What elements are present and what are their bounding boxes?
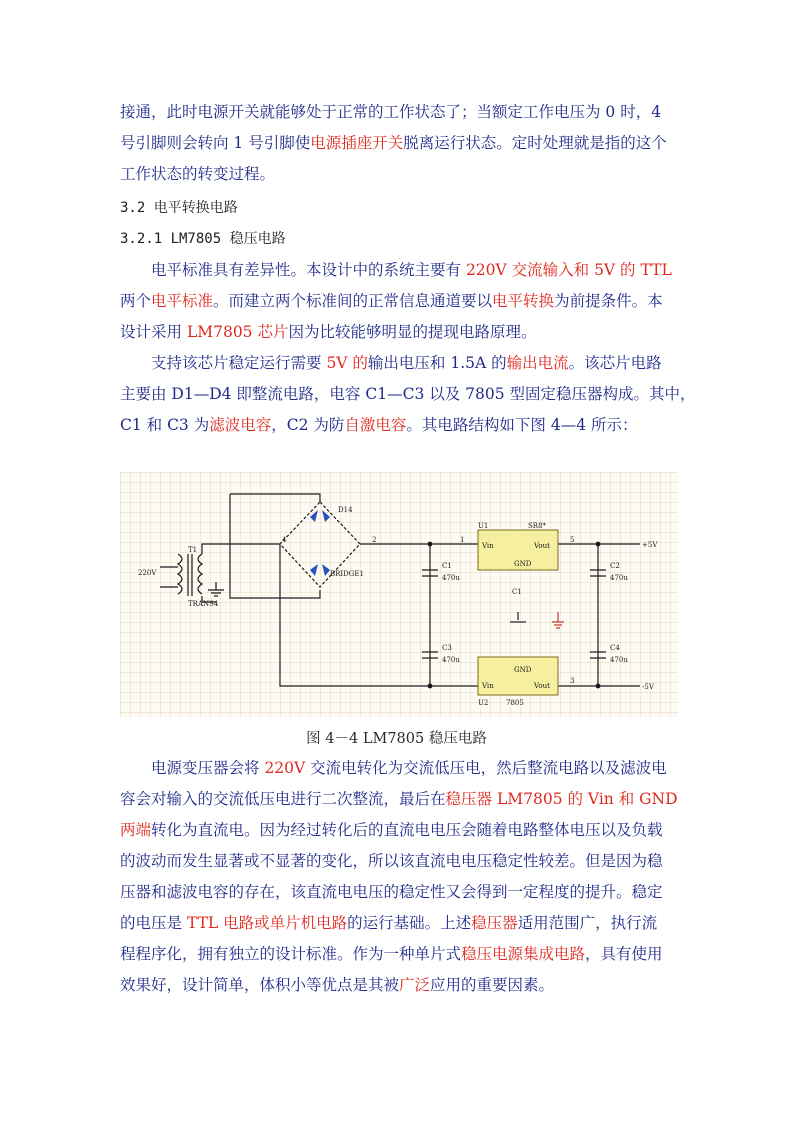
- label-c2-value: 470u: [610, 574, 628, 582]
- text-span: ，具有使用: [585, 945, 663, 963]
- link-self-excitation-capacitor[interactable]: 自激电容: [344, 416, 407, 434]
- label-t1: T1: [188, 546, 198, 554]
- label-node2: 2: [372, 536, 377, 544]
- text-span: 两个: [120, 292, 152, 310]
- subsection-heading: 3.2.1 LM7805 稳压电路: [120, 231, 286, 247]
- label-node1: 1: [460, 536, 465, 544]
- p4-line3: [120, 820, 680, 840]
- text-span: 适用范围广，执行流: [517, 914, 658, 932]
- label-c4: C4: [610, 644, 620, 652]
- link-ttl-circuit[interactable]: TTL 电路或单片机电路: [186, 914, 348, 932]
- p4-line2: [120, 789, 680, 809]
- text-span: 电源变压器会将: [151, 759, 265, 777]
- label-node3: 3: [570, 677, 575, 685]
- link-power-switch[interactable]: 电源插座开关: [310, 134, 404, 152]
- label-u2: U2: [478, 699, 489, 707]
- label-trans: TRANS4: [188, 600, 219, 608]
- text-span: 支持该芯片稳定运行需要: [151, 354, 327, 372]
- label-c2: C2: [610, 562, 620, 570]
- text-span: 因为比较能够明显的提现电路原理。: [288, 323, 537, 341]
- link-level-standard[interactable]: 电平标准: [151, 292, 214, 310]
- p2-line3: [120, 322, 680, 342]
- text-span: 脱离运行状态。定时处理就是指的这个: [403, 134, 667, 152]
- link-regulator-pins[interactable]: 稳压器 LM7805 的 Vin 和 GND: [445, 790, 678, 808]
- label-node4: 4: [282, 536, 287, 544]
- p2-line1: [151, 260, 711, 280]
- label-c3: C3: [442, 644, 452, 652]
- p3-line1: [151, 353, 711, 373]
- text-span: 。其电路结构如下图 4—4 所示：: [406, 416, 638, 434]
- p1-line2: [120, 133, 680, 153]
- link-5v[interactable]: 5V 的: [326, 354, 368, 372]
- p1-line1: 接通，此时电源开关就能够处于正常的工作状态了；当额定工作电压为 0 时，4: [120, 103, 662, 121]
- link-widely[interactable]: 广泛: [399, 976, 431, 994]
- label-vout-u1: Vout: [534, 542, 550, 550]
- text-span: 交流电转化为交流低压电，然后整流电路以及滤波电: [305, 759, 667, 777]
- label-vin-u1: Vin: [482, 542, 494, 550]
- section-heading: 3.2 电平转换电路: [120, 200, 238, 216]
- link-regulator[interactable]: 稳压器: [471, 914, 518, 932]
- text-span: 的电压是: [120, 914, 187, 932]
- label-u1: U1: [478, 522, 489, 530]
- label-center-c1: C1: [512, 588, 522, 596]
- label-gnd-u1: GND: [514, 560, 532, 568]
- p4-line4: 的波动而发生显著或不显著的变化，所以该直流电电压稳定性较差。但是因为稳: [120, 852, 663, 870]
- text-span: 转化为直流电。因为经过转化后的直流电电压会随着电路整体电压以及负载: [151, 821, 663, 839]
- p3-line2: 主要由 D1—D4 即整流电路，电容 C1—C3 以及 7805 型固定稳压器构成。其中，: [120, 385, 696, 403]
- p1-line3: 工作状态的转变过程。: [120, 165, 276, 183]
- label-gnd-u2: GND: [514, 666, 532, 674]
- p4-line7: [120, 944, 680, 964]
- label-c1: C1: [442, 562, 452, 570]
- text-span: ，C2 为防: [271, 416, 345, 434]
- link-lm7805-chip[interactable]: LM7805 芯片: [186, 323, 289, 341]
- label-c4-value: 470u: [610, 656, 628, 664]
- text-span: 容会对输入的交流低压电进行二次整流，最后在: [120, 790, 446, 808]
- link-220v[interactable]: 220V: [264, 759, 306, 777]
- label-node5: 5: [570, 536, 575, 544]
- link-level-conversion[interactable]: 电平转换: [492, 292, 555, 310]
- text-span: 设计采用: [120, 323, 187, 341]
- text-span: C1 和 C3 为: [120, 416, 210, 434]
- circuit-diagram: [120, 472, 678, 717]
- label-d14: D14: [338, 506, 353, 514]
- text-span: 程程序化，拥有独立的设计标准。作为一种单片式: [120, 945, 462, 963]
- label-220v: 220V: [138, 569, 157, 577]
- text-span: 的运行基础。上述: [347, 914, 472, 932]
- p4-line6: [120, 913, 680, 933]
- link-output-current[interactable]: 输出电流: [506, 354, 569, 372]
- text-span: 为前提条件。本: [554, 292, 663, 310]
- label-minus5v: -5V: [642, 683, 654, 691]
- label-plus5v: +5V: [642, 541, 658, 549]
- link-both-ends[interactable]: 两端: [120, 821, 152, 839]
- p2-line2: [120, 291, 680, 311]
- text-span: 应用的重要因素。: [430, 976, 555, 994]
- label-vin-u2: Vin: [482, 682, 494, 690]
- label-c1-value: 470u: [442, 574, 460, 582]
- link-220v-ttl[interactable]: 220V 交流输入和 5V 的 TTL: [465, 261, 672, 279]
- text-span: 号引脚则会转向 1 号引脚使: [120, 134, 311, 152]
- figure-caption: 图 4－4 LM7805 稳压电路: [306, 731, 487, 747]
- p3-line3: [120, 415, 680, 435]
- link-filter-capacitor[interactable]: 滤波电容: [209, 416, 272, 434]
- p4-line5: 压器和滤波电容的存在，该直流电电压的稳定性又会得到一定程度的提升。稳定: [120, 883, 663, 901]
- text-span: 电平标准具有差异性。本设计中的系统主要有: [151, 261, 466, 279]
- label-sr8: SR8*: [528, 522, 547, 530]
- label-vout-u2: Vout: [534, 682, 550, 690]
- p4-line1: [151, 758, 711, 778]
- text-span: 。该芯片电路: [568, 354, 662, 372]
- link-regulated-ic[interactable]: 稳压电源集成电路: [461, 945, 586, 963]
- text-span: 效果好，设计简单，体积小等优点是其被: [120, 976, 400, 994]
- label-7805: 7805: [506, 699, 524, 707]
- p4-line8: [120, 975, 680, 995]
- label-c3-value: 470u: [442, 656, 460, 664]
- label-bridge: BRIDGE1: [330, 570, 364, 578]
- text-span: 输出电压和 1.5A 的: [367, 354, 507, 372]
- text-span: 。而建立两个标准间的正常信息通道要以: [213, 292, 493, 310]
